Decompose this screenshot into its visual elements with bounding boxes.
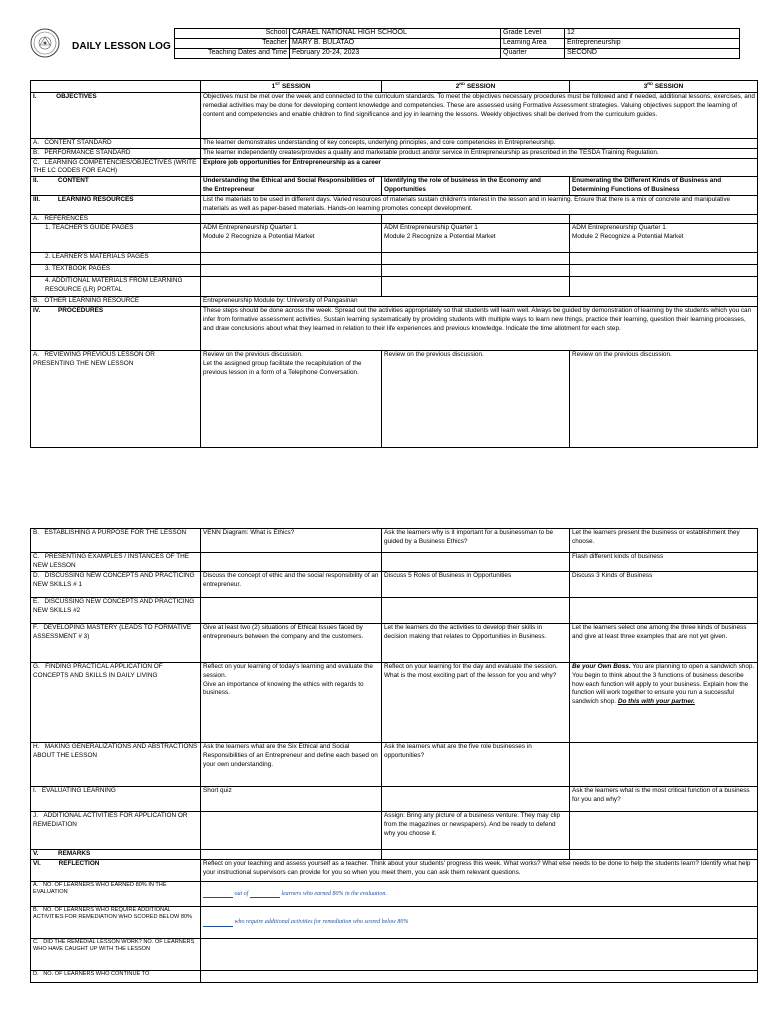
session-3-header: 3RD SESSION: [570, 81, 758, 93]
school-value: CARAEL NATIONAL HIGH SCHOOL: [290, 29, 501, 39]
learners-materials-s1: [201, 253, 382, 265]
quarter-value: SECOND: [565, 49, 740, 59]
generalizations-s2: Ask the learners what are the five role businesses in opportunities?: [382, 743, 570, 787]
remediation-entry: who require additional activities for remediation who scored below 80%: [201, 907, 758, 939]
remediation-count-blank[interactable]: [203, 919, 233, 927]
practical-application-s1: Reflect on your learning of today's learning and evaluate the session. Give an importance of knowing the ethics with regards to business.: [201, 663, 382, 743]
learners-total-blank[interactable]: [250, 890, 280, 898]
blank-header-cell: [31, 81, 201, 93]
presenting-examples-s3: Flash different kinds of business: [570, 553, 758, 572]
reflection-label: VI. REFLECTION: [31, 860, 201, 882]
reviewing-s3: Review on the previous discussion.: [570, 351, 758, 448]
deped-seal-icon: [30, 28, 60, 58]
practical-application-s3: Be your Own Boss. You are planning to open a sandwich shop. You begin to think about the 3 functions of business describe how each function will apply to your business. Explain how the function will work together to ensure you run a successful sandwich shop. Do this with your partner.: [570, 663, 758, 743]
discussing-1-label: D. DISCUSSING NEW CONCEPTS AND PRACTICING NEW SKILLS # 1: [31, 572, 201, 598]
establishing-purpose-s2: Ask the learners why is it important for a businessman to be guided by a Business Ethics?: [382, 529, 570, 553]
learners-80-count-blank[interactable]: [203, 890, 233, 898]
additional-activities-s2: Assign: Bring any picture of a business venture. They may clip from the magazines or newspapers). And be ready to defend why you choose it.: [382, 812, 570, 850]
additional-activities-s3: [570, 812, 758, 850]
teacher-value: MARY B. BULATAO: [290, 39, 501, 49]
discussing-1-s3: Discuss 3 Kinds of Business: [570, 572, 758, 598]
textbook-pages-label: 3. TEXTBOOK PAGES: [31, 265, 201, 277]
generalizations-s1: Ask the learners what are the Six Ethical and Social Responsibilities of an Entrepreneur and define each based on your own understanding.: [201, 743, 382, 787]
session-1-header: 1ST SESSION: [201, 81, 382, 93]
developing-mastery-label: F. DEVELOPING MASTERY (LEADS TO FORMATIVE ASSESSMENT # 3): [31, 624, 201, 663]
content-standard-text: The learner demonstrates understanding of key concepts, underlying principles, and core competencies in Entrepreneurship.: [201, 138, 758, 148]
developing-mastery-s3: Let the learners select one among the three kinds of business and give at least three examples that are not yet given.: [570, 624, 758, 663]
remarks-s1: [201, 850, 382, 860]
other-learning-resource-text: Entrepreneurship Module by: University of Pangasinan: [201, 297, 758, 307]
practical-application-s2: Reflect on your learning for the day and evaluate the session. What is the most exciting part of the lesson for you and why?: [382, 663, 570, 743]
procedures-label: IV. PROCEDURES: [31, 307, 201, 351]
references-label: A. REFERENCES: [31, 214, 201, 224]
remedial-work-entry: [201, 939, 758, 971]
content-standard-label: A. CONTENT STANDARD: [31, 138, 201, 148]
learners-80-label: A. NO. OF LEARNERS WHO EARNED 80% IN THE EVALUATION: [31, 882, 201, 907]
remediation-label: B. NO. OF LEARNERS WHO REQUIRE ADDITIONAL ACTIVITIES FOR REMEDIATION WHO SCORED BELOW 80%: [31, 907, 201, 939]
additional-materials-label: 4. ADDITIONAL MATERIALS FROM LEARNING RESOURCE (LR) PORTAL: [31, 277, 201, 297]
discussing-2-s1: [201, 598, 382, 624]
other-learning-resource-label: B. OTHER LEARNING RESOURCE: [31, 297, 201, 307]
lesson-table-page-two: [30, 528, 758, 983]
grade-level-label: Grade Level: [501, 29, 565, 39]
discussing-2-label: E. DISCUSSING NEW CONCEPTS AND PRACTICING NEW SKILLS #2: [31, 598, 201, 624]
evaluating-s3: Ask the learners what is the most critical function of a business for you and why?: [570, 787, 758, 812]
quarter-label: Quarter: [501, 49, 565, 59]
learning-area-label: Learning Area: [501, 39, 565, 49]
procedures-text: These steps should be done across the week. Spread out the activities appropriately so that students will learn well. Always be guided by demonstration of learning by the students which you can infer from formative assessment activities. Sustain learning systematically by providing students with multiple ways to learn new things, practice their learning, question their learning processes, and draw conclusions about what they learned in relation to their life experiences and previous knowledge. Indicate the time allotment for each step.: [201, 307, 758, 351]
learners-materials-s3: [570, 253, 758, 265]
textbook-pages-s1: [201, 265, 382, 277]
remarks-s3: [570, 850, 758, 860]
objectives-text: Objectives must be met over the week and connected to the curriculum standards. To meet the objectives necessary procedures must be followed and if needed, additional lessons, exercises, and remedial activities may be done for developing content knowledge and competencies. These are assessed using Formative Assessment strategies. Valuing objectives support the learning of content and competencies and enable children to find significance and joy in learning the lessons. Weekly objectives shall be derived from the curriculum guides.: [201, 92, 758, 138]
practical-application-label: G. FINDING PRACTICAL APPLICATION OF CONCEPTS AND SKILLS IN DAILY LIVING: [31, 663, 201, 743]
developing-mastery-s1: Give at least two (2) situations of Ethical Issues faced by entrepreneurs between the company and the customers.: [201, 624, 382, 663]
teacher-label: Teacher: [175, 39, 290, 49]
generalizations-label: H. MAKING GENERALIZATIONS AND ABSTRACTIONS ABOUT THE LESSON: [31, 743, 201, 787]
continue-label: D. NO. OF LEARNERS WHO CONTINUE TO: [31, 971, 201, 983]
evaluating-label: I. EVALUATING LEARNING: [31, 787, 201, 812]
learning-competencies-text: Explore job opportunities for Entrepreneurship as a career: [201, 158, 758, 177]
teachers-guide-label: 1. TEACHER'S GUIDE PAGES: [31, 224, 201, 253]
textbook-pages-s2: [382, 265, 570, 277]
additional-activities-label: J. ADDITIONAL ACTIVITIES FOR APPLICATION OR REMEDIATION: [31, 812, 201, 850]
school-label: School: [175, 29, 290, 39]
learning-area-value: Entrepreneurship: [565, 39, 740, 49]
discussing-1-s2: Discuss 5 Roles of Business in Opportunities: [382, 572, 570, 598]
performance-standard-label: B. PERFORMANCE STANDARD: [31, 148, 201, 158]
teachers-guide-s3: ADM Entrepreneurship Quarter 1 Module 2 Recognize a Potential Market: [570, 224, 758, 253]
grade-level-value: 12: [565, 29, 740, 39]
performance-standard-text: The learner independently creates/provides a quality and marketable product and/or service in Entrepreneurship as prescribed in the TESDA Training Regulation.: [201, 148, 758, 158]
objectives-label: I. OBJECTIVES: [31, 92, 201, 138]
remedial-work-label: C. DID THE REMEDIAL LESSON WORK? NO. OF LEARNERS WHO HAVE CAUGHT UP WITH THE LESSON: [31, 939, 201, 971]
learners-materials-label: 2. LEARNER'S MATERIALS PAGES: [31, 253, 201, 265]
reviewing-label: A. REVIEWING PREVIOUS LESSON OR PRESENTING THE NEW LESSON: [31, 351, 201, 448]
learning-competencies-label: C. LEARNING COMPETENCIES/OBJECTIVES (WRITE THE LC CODES FOR EACH): [31, 158, 201, 177]
teachers-guide-s2: ADM Entrepreneurship Quarter 1 Module 2 Recognize a Potential Market: [382, 224, 570, 253]
references-s3: [570, 214, 758, 224]
learners-materials-s2: [382, 253, 570, 265]
textbook-pages-s3: [570, 265, 758, 277]
references-s2: [382, 214, 570, 224]
reflection-text: Reflect on your teaching and assess yourself as a teacher. Think about your students' progress this week. What works? What else needs to be done to help the students learn? Identify what help your instructional supervisors can provide for you so when you meet them, you can ask them relevant questions.: [201, 860, 758, 882]
presenting-examples-s1: [201, 553, 382, 572]
learners-80-entry: out of learners who earned 80% in the evaluation.: [201, 882, 758, 907]
content-session-1: Understanding the Ethical and Social Responsibilities of the Entrepreneur: [201, 177, 382, 196]
page-title: DAILY LESSON LOG: [72, 41, 171, 52]
additional-activities-s1: [201, 812, 382, 850]
reviewing-s1: Review on the previous discussion. Let the assigned group facilitate the recapitulation of the previous lesson in a form of a Telephone Conversation.: [201, 351, 382, 448]
content-label: II. CONTENT: [31, 177, 201, 196]
evaluating-s1: Short quiz: [201, 787, 382, 812]
learning-resources-label: III. LEARNING RESOURCES: [31, 195, 201, 214]
references-s1: [201, 214, 382, 224]
discussing-1-s1: Discuss the concept of ethic and the social responsibility of an entrepreneur.: [201, 572, 382, 598]
continue-entry: [201, 971, 758, 983]
learning-resources-text: List the materials to be used in different days. Varied resources of materials sustain children's interest in the lesson and in learning. Ensure that there is a mix of concrete and manipulative materials as well as paper-based materials. Hands-on learning promotes concept development.: [201, 195, 758, 214]
content-session-2: Identifying the role of business in the Economy and Opportunities: [382, 177, 570, 196]
additional-materials-s2: [382, 277, 570, 297]
presenting-examples-label: C. PRESENTING EXAMPLES / INSTANCES OF THE NEW LESSON: [31, 553, 201, 572]
lesson-table-page-one: [30, 80, 758, 448]
reviewing-s2: Review on the previous discussion.: [382, 351, 570, 448]
generalizations-s3: [570, 743, 758, 787]
discussing-2-s3: [570, 598, 758, 624]
additional-materials-s1: [201, 277, 382, 297]
establishing-purpose-s1: VENN Diagram: What is Ethics?: [201, 529, 382, 553]
presenting-examples-s2: [382, 553, 570, 572]
discussing-2-s2: [382, 598, 570, 624]
developing-mastery-s2: Let the learners do the activities to develop their skills in decision making that relates to Opportunities in Business.: [382, 624, 570, 663]
content-session-3: Enumerating the Different Kinds of Business and Determining Functions of Business: [570, 177, 758, 196]
additional-materials-s3: [570, 277, 758, 297]
header-table: [174, 28, 740, 59]
teaching-dates-value: February 20-24, 2023: [290, 49, 501, 59]
evaluating-s2: [382, 787, 570, 812]
teachers-guide-s1: ADM Entrepreneurship Quarter 1 Module 2 Recognize a Potential Market: [201, 224, 382, 253]
establishing-purpose-s3: Let the learners present the business or establishment they choose.: [570, 529, 758, 553]
session-2-header: 2ND SESSION: [382, 81, 570, 93]
establishing-purpose-label: B. ESTABLISHING A PURPOSE FOR THE LESSON: [31, 529, 201, 553]
remarks-s2: [382, 850, 570, 860]
teaching-dates-label: Teaching Dates and Time: [175, 49, 290, 59]
remarks-label: V. REMARKS: [31, 850, 201, 860]
